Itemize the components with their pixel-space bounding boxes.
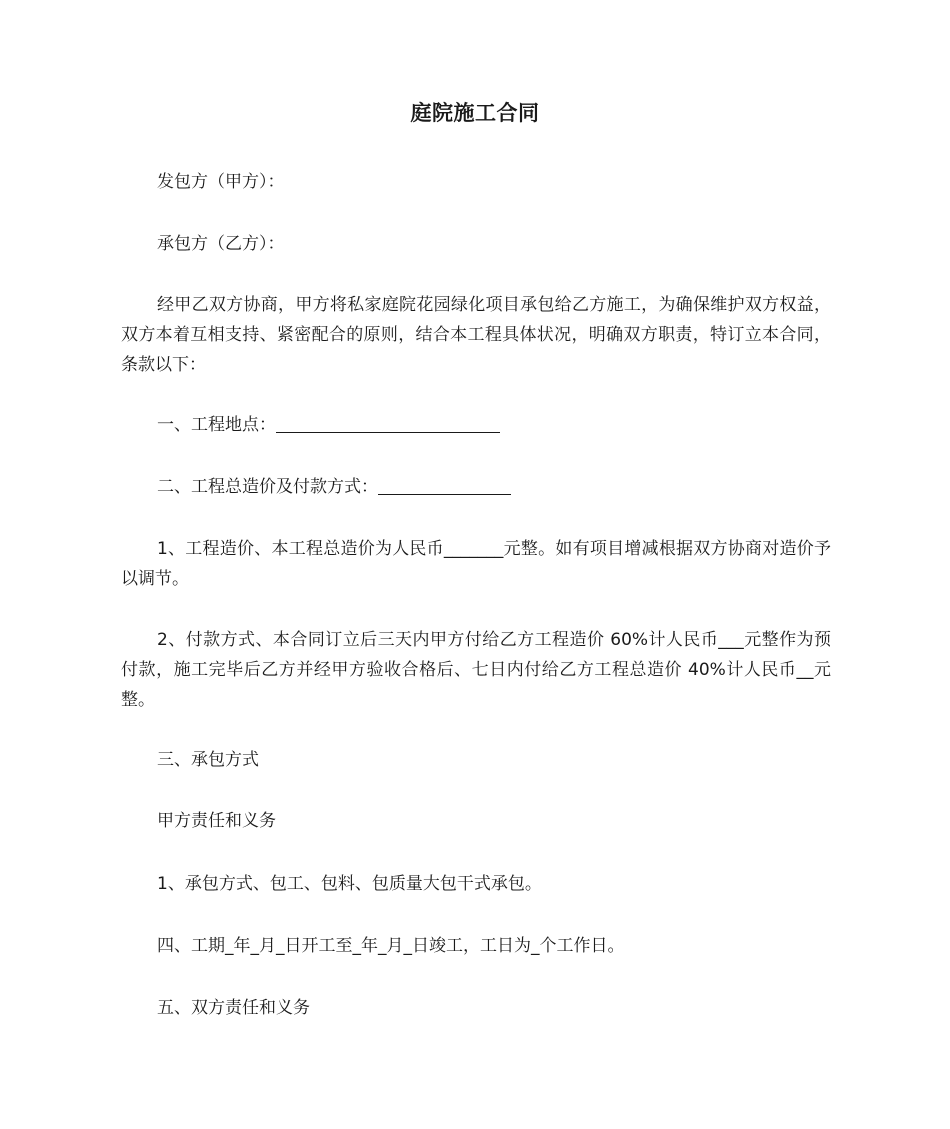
- party-a-duties-heading: 甲方责任和义务: [157, 811, 276, 831]
- clause-2-2-payment: 2、付款方式、本合同订立后三天内甲方付给乙方工程造价 60%计人民币___元整作为预付款，施工完毕后乙方并经甲方验收合格后、七日内付给乙方工程总造价 40%计人民币__元整。: [121, 630, 831, 710]
- section-1-location: [121, 410, 831, 440]
- section-2-label: 二、工程总造价及付款方式：: [157, 477, 378, 497]
- clause-3-1: 1、承包方式、包工、包料、包质量大包干式承包。: [157, 874, 542, 894]
- intro-paragraph: 经甲乙双方协商，甲方将私家庭院花园绿化项目承包给乙方施工，为确保维护双方权益，双方本着互相支持、紧密配合的原则，结合本工程具体状况，明确双方职责，特订立本合同，条款以下：: [121, 295, 831, 375]
- price-blank-line: [378, 476, 511, 495]
- document-title: 庭院施工合同: [410, 101, 540, 125]
- clause-2-1-price: 1、工程造价、本工程总造价为人民币_______元整。如有项目增减根据双方协商对造价予以调节。: [121, 539, 831, 589]
- party-a-line: 发包方（甲方）：: [157, 172, 285, 192]
- section-1-label: 一、工程地点：: [157, 415, 276, 435]
- section-3-contract-method: 三、承包方式: [157, 750, 259, 770]
- location-blank-line: [276, 414, 500, 433]
- section-5-duties: 五、双方责任和义务: [157, 998, 310, 1018]
- section-4-schedule: 四、工期_年_月_日开工至_年_月_日竣工，工日为_个工作日。: [157, 936, 625, 956]
- section-2-price-payment: [121, 472, 831, 502]
- party-b-line: 承包方（乙方）：: [157, 234, 285, 254]
